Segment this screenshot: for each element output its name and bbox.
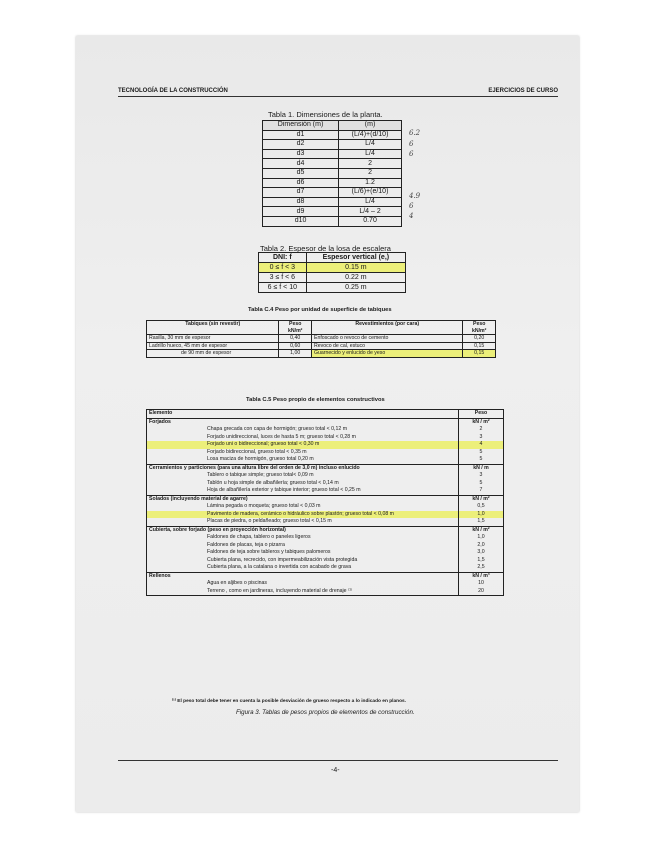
tablec5-value: 1,5 (459, 518, 504, 526)
table1-cell: 2 (339, 159, 402, 169)
handwritten-note: 6 (409, 150, 414, 158)
tablec5-item: Tablón u hoja simple de albañilería; grueso total < 0,14 m (207, 479, 339, 486)
tablec5-value: 3,0 (459, 549, 504, 557)
tablec5-item: Forjado uni o bidireccional; grueso total < 0,30 m (147, 441, 459, 449)
figure-caption: Figura 3. Tablas de pesos propios de elementos de construcción. (236, 709, 415, 716)
table2-cell: 0 ≤ f < 3 (259, 263, 307, 273)
handwritten-note: 6 (409, 140, 414, 148)
tablec5-group-row (147, 464, 504, 472)
table1-row (263, 130, 402, 140)
table1-cell: L/4 – 2 (339, 207, 402, 217)
tablec4-header: Revestimientos (por cara) (312, 321, 463, 335)
tablec5-value: 1,0 (459, 511, 504, 519)
tablec5-item-row (147, 434, 504, 442)
tablec5-item-row (147, 557, 504, 565)
table2-cell: 0.22 m (306, 273, 405, 283)
header-rule (118, 96, 558, 97)
tablec4-cell: 1,00 (279, 350, 312, 358)
tablec5-value: 20 (459, 588, 504, 596)
table1-cell: L/4 (339, 149, 402, 159)
tablec5-item: Cubierta plana, a la catalana o invertida con acabado de grava (207, 564, 352, 570)
handwritten-note: 4 (409, 212, 414, 220)
tablec5-item-row (147, 588, 504, 596)
tablec4-cell: Guarnecido y enlucido de yeso (312, 350, 463, 358)
tablec5-item: Forjado bidireccional, grueso total < 0,35 m (207, 448, 307, 455)
tablec4-cell: 0,60 (279, 342, 312, 350)
table1-row (263, 178, 402, 188)
tablec4-header: Tabiques (sin revestir) (147, 321, 279, 335)
table1-cell: (L/6)+(e/10) (339, 188, 402, 198)
table1-cell: d4 (263, 159, 339, 169)
tablec5-item: Agua en aljibes o piscinas (207, 580, 267, 586)
table1-cell: d5 (263, 168, 339, 178)
scanned-page (76, 36, 579, 812)
table2-header: DNI: f (259, 253, 307, 263)
tablec5-item: Terreno , como en jardineras, incluyendo material de drenaje ⁽¹⁾ (207, 587, 353, 594)
table1-cell: L/4 (339, 140, 402, 150)
tablec5-group-row (147, 418, 504, 426)
tablec5-group-unit: kN / m (459, 464, 504, 472)
tablec4-cell: de 90 mm de espesor (147, 350, 279, 358)
table1-header: (m) (339, 121, 402, 131)
tablec5-item-row (147, 441, 504, 449)
tablec5-title: Tabla C.5 Peso propio de elementos constructivos (246, 397, 385, 403)
tablec5-item-row (147, 426, 504, 434)
tablec5-group-row (147, 526, 504, 534)
table2-cell: 6 ≤ f < 10 (259, 283, 307, 293)
tablec5-header-peso: Peso (459, 410, 504, 419)
tablec5-item: Cubierta plana, recrecido, con impermeabilización vista protegida (207, 556, 358, 563)
table2 (258, 252, 406, 293)
tablec5-value: 10 (459, 580, 504, 588)
tablec5-item: Faldones de teja sobre tableros y tabiques palomeros (207, 549, 331, 555)
table1-cell: d8 (263, 197, 339, 207)
table1-cell: d1 (263, 130, 339, 140)
table1-title: Tabla 1. Dimensiones de la planta. (268, 110, 383, 119)
table1-cell: 1.2 (339, 178, 402, 188)
table1-cell: d2 (263, 140, 339, 150)
table1-header: Dimensión (m) (263, 121, 339, 131)
tablec4-cell: 0,20 (463, 335, 496, 343)
tablec5-group-unit: kN / m² (459, 526, 504, 534)
tablec5-item-row (147, 487, 504, 495)
tablec5-value: 3 (459, 472, 504, 480)
tablec4-row (147, 350, 496, 358)
tablec5-item: Chapa grecada con capa de hormigón; grueso total < 0,12 m (207, 426, 348, 432)
tablec5-item-row (147, 503, 504, 511)
tablec4-cell: 0,40 (279, 335, 312, 343)
table2-row (259, 283, 406, 293)
tablec5-value: 0,5 (459, 503, 504, 511)
table2-row (259, 273, 406, 283)
table1-cell: d7 (263, 188, 339, 198)
tablec4-row (147, 335, 496, 343)
tablec4 (146, 320, 496, 358)
table2-row (259, 263, 406, 273)
tablec5-value: 5 (459, 456, 504, 464)
tablec5-value: 1,5 (459, 557, 504, 565)
tablec5-item: Faldones de placas, teja o pizarra (207, 541, 285, 548)
tablec5-item: Forjado unidireccional, luces de hasta 5 m; grueso total < 0,28 m (207, 433, 356, 440)
tablec5 (146, 409, 504, 596)
tablec5-item-row (147, 518, 504, 526)
tablec5-item: Tablero o tabique simple; grueso total< 0,09 m (207, 472, 314, 478)
tablec5-value: 4 (459, 441, 504, 449)
tablec5-value: 1,0 (459, 534, 504, 542)
table1-row (263, 168, 402, 178)
footnote: ⁽¹⁾ El peso total debe tener en cuenta la posible desviación de grueso respecto a lo indicado en planos. (172, 699, 406, 704)
table1-cell: L/4 (339, 197, 402, 207)
header-right: EJERCICIOS DE CURSO (488, 88, 558, 94)
tablec5-group-row (147, 495, 504, 503)
table2-header: Espesor vertical (e,) (306, 253, 405, 263)
page-number: -4- (331, 767, 340, 774)
tablec5-group-row (147, 572, 504, 580)
tablec5-item: Losa maciza de hormigón, grueso total 0,20 m (207, 456, 314, 462)
tablec5-item-row (147, 534, 504, 542)
tablec4-header: Peso kN/m² (279, 321, 312, 335)
tablec5-value: 2 (459, 426, 504, 434)
tablec5-item-row (147, 549, 504, 557)
tablec4-cell: Revoco de cal, estuco (312, 342, 463, 350)
footer-rule (118, 760, 558, 761)
tablec4-cell: Enfoscado o revoco de cemento (312, 335, 463, 343)
tablec5-item: Pavimento de madera, cerámico o hidráulico sobre plastón; grueso total < 0,08 m (147, 511, 459, 519)
table1-row (263, 140, 402, 150)
table1 (262, 120, 402, 227)
header-left: TECNOLOGÍA DE LA CONSTRUCCIÓN (118, 88, 228, 94)
table1-row (263, 197, 402, 207)
tablec4-row (147, 342, 496, 350)
handwritten-note: 6.2 (409, 129, 421, 137)
tablec4-header: Peso kN/m² (463, 321, 496, 335)
tablec5-item: Hoja de albañilería exterior y tabique interior; grueso total < 0,25 m (207, 487, 361, 493)
tablec4-cell: Rasilla, 30 mm de espesor (147, 335, 279, 343)
table1-cell: d9 (263, 207, 339, 217)
tablec5-value: 2,5 (459, 564, 504, 572)
tablec4-cell: 0,15 (463, 350, 496, 358)
tablec4-cell: 0,15 (463, 342, 496, 350)
table1-cell: (L/4)+(d/10) (339, 130, 402, 140)
tablec5-item-row (147, 472, 504, 480)
tablec5-item-row (147, 542, 504, 550)
table1-cell: 0.70 (339, 216, 402, 226)
tablec5-group-label: Rellenos (147, 572, 459, 580)
table1-cell: d10 (263, 216, 339, 226)
tablec5-group-unit: kN / m² (459, 418, 504, 426)
tablec5-header-elemento: Elemento (149, 410, 173, 416)
tablec5-item: Lámina pegada o moqueta; grueso total < 0,03 m (207, 503, 321, 509)
tablec5-group-unit: kN / m² (459, 495, 504, 503)
table1-row (263, 207, 402, 217)
tablec5-value: 7 (459, 487, 504, 495)
tablec5-value: 5 (459, 449, 504, 457)
tablec4-cell: Ladrillo hueco, 45 mm de espesor (147, 342, 279, 350)
tablec5-item-row (147, 456, 504, 464)
table2-cell: 3 ≤ f < 6 (259, 273, 307, 283)
table2-cell: 0.15 m (306, 263, 405, 273)
table1-cell: d6 (263, 178, 339, 188)
tablec5-item: Placas de piedra, o peldañeado; grueso total < 0,15 m (207, 518, 332, 524)
tablec5-group-label: Cubierta, sobre forjado (peso en proyección horizontal) (147, 526, 459, 534)
table1-row (263, 159, 402, 169)
table1-row (263, 149, 402, 159)
tablec5-item-row (147, 564, 504, 572)
table1-row (263, 216, 402, 226)
tablec5-group-label: Cerramientos y particiones (para una altura libre del orden de 3,0 m) incluso enlucido (147, 464, 459, 472)
handwritten-note: 6 (409, 202, 414, 210)
tablec4-title: Tabla C.4 Peso por unidad de superficie de tabiques (248, 307, 392, 313)
table1-cell: 2 (339, 168, 402, 178)
table2-cell: 0.25 m (306, 283, 405, 293)
tablec5-item-row (147, 449, 504, 457)
table2-title: Tabla 2. Espesor de la losa de escalera (260, 244, 391, 253)
tablec5-value: 2,0 (459, 542, 504, 550)
tablec5-group-label: Forjados (147, 418, 459, 426)
tablec5-value: 5 (459, 480, 504, 488)
tablec5-group-label: Solados (incluyendo material de agarre) (147, 495, 459, 503)
handwritten-note: 4.9 (409, 192, 421, 200)
tablec5-item: Faldones de chapa, tablero o paneles ligeros (207, 534, 311, 540)
tablec5-item-row (147, 511, 504, 519)
table1-cell: d3 (263, 149, 339, 159)
tablec5-item-row (147, 580, 504, 588)
tablec5-group-unit: kN / m³ (459, 572, 504, 580)
tablec5-value: 3 (459, 434, 504, 442)
table1-row (263, 188, 402, 198)
tablec5-item-row (147, 480, 504, 488)
